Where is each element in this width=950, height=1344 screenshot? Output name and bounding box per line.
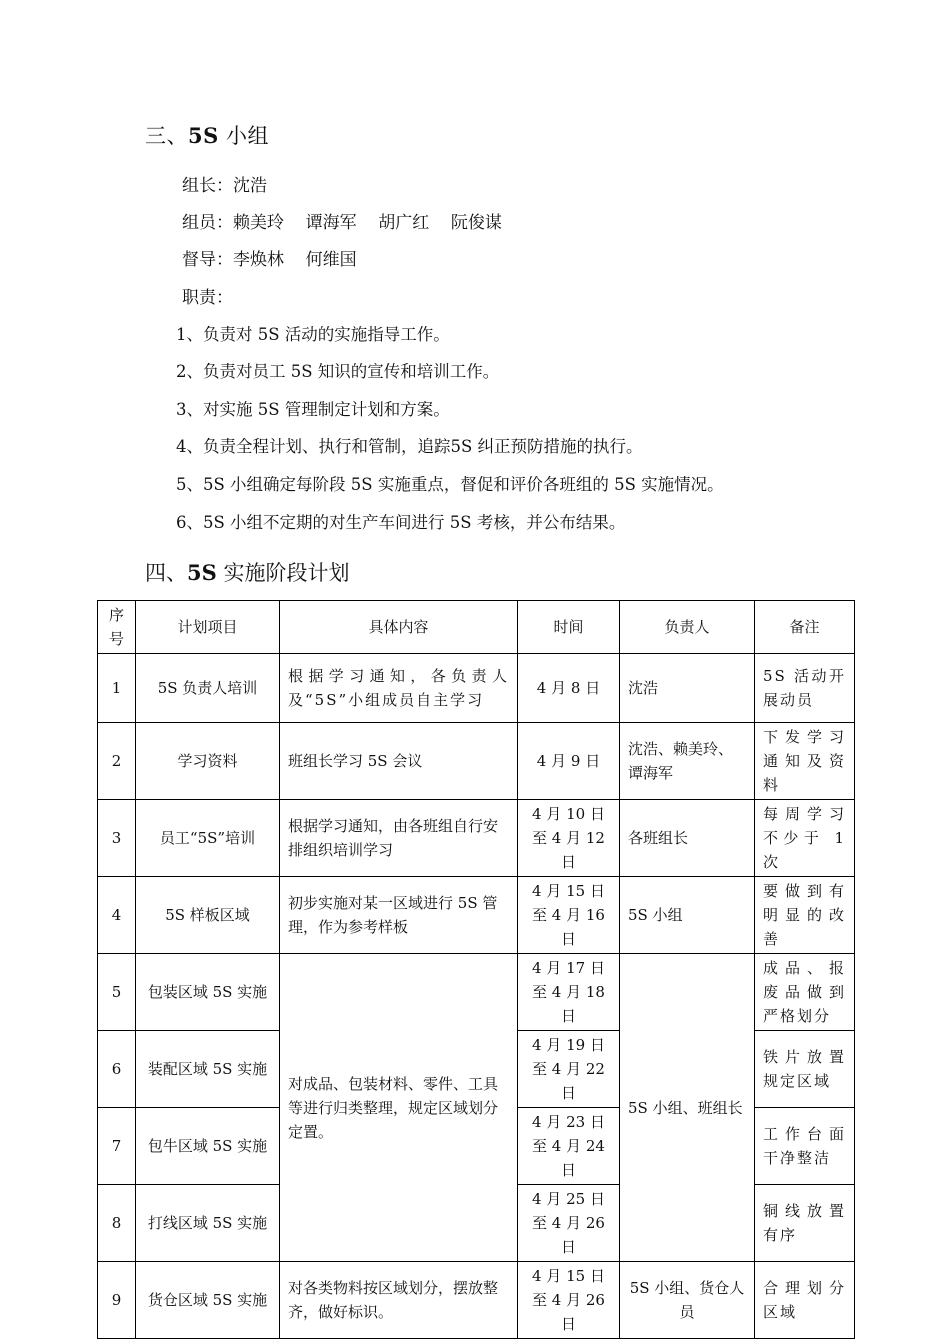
section-4-suffix: 实施阶段计划 (216, 561, 350, 585)
header-owner: 负责人 (620, 601, 755, 654)
cell-time: 4 月 25 日至 4 月 26 日 (518, 1185, 620, 1262)
cell-owner: 5S 小组 (620, 877, 755, 954)
section-3-bold: 5S (188, 123, 219, 148)
cell-no: 1 (98, 654, 136, 723)
table-row (98, 1262, 855, 1339)
cell-no: 9 (98, 1262, 136, 1339)
cell-item: 包装区域 5S 实施 (136, 954, 280, 1031)
section-4-heading (145, 557, 349, 587)
cell-no: 5 (98, 954, 136, 1031)
plan-table (97, 600, 855, 1339)
table-row (98, 800, 855, 877)
cell-no: 4 (98, 877, 136, 954)
cell-no: 3 (98, 800, 136, 877)
cell-item: 包牛区域 5S 实施 (136, 1108, 280, 1185)
cell-time: 4 月 15 日至 4 月 16 日 (518, 877, 620, 954)
duty-item: 1、负责对 5S 活动的实施指导工作。 (176, 325, 450, 344)
cell-time: 4 月 23 日至 4 月 24 日 (518, 1108, 620, 1185)
cell-content: 根据学习通知，各负责人及“5S”小组成员自主学习 (280, 654, 518, 723)
duty-item: 6、5S 小组不定期的对生产车间进行 5S 考核，并公布结果。 (176, 513, 626, 532)
table-row (98, 723, 855, 800)
header-time: 时间 (518, 601, 620, 654)
cell-time: 4 月 10 日至 4 月 12 日 (518, 800, 620, 877)
cell-content-merged: 对成品、包装材料、零件、工具等进行归类整理，规定区域划分定置。 (280, 954, 518, 1262)
cell-no: 7 (98, 1108, 136, 1185)
cell-content: 初步实施对某一区域进行 5S 管理，作为参考样板 (280, 877, 518, 954)
cell-no: 6 (98, 1031, 136, 1108)
section-3-heading (145, 120, 269, 150)
table-row (98, 654, 855, 723)
table-header-row (98, 601, 855, 654)
cell-time: 4 月 9 日 (518, 723, 620, 800)
cell-item: 5S 样板区域 (136, 877, 280, 954)
group-leader: 组长：沈浩 (182, 176, 267, 196)
duty-item: 5、5S 小组确定每阶段 5S 实施重点，督促和评价各班组的 5S 实施情况。 (176, 475, 724, 494)
cell-no: 2 (98, 723, 136, 800)
table-row (98, 877, 855, 954)
cell-note: 要做到有明显的改善 (755, 877, 855, 954)
duty-item: 2、负责对员工 5S 知识的宣传和培训工作。 (176, 362, 500, 381)
cell-time: 4 月 8 日 (518, 654, 620, 723)
group-supervisors: 督导：李焕林 何维国 (182, 250, 357, 270)
cell-note: 合理划分区域 (755, 1262, 855, 1339)
cell-item: 打线区域 5S 实施 (136, 1185, 280, 1262)
cell-note: 5S 活动开展动员 (755, 654, 855, 723)
group-members: 组员：赖美玲 谭海军 胡广红 阮俊谋 (182, 213, 502, 233)
table-row (98, 954, 855, 1031)
cell-owner: 沈浩 (620, 654, 755, 723)
cell-time: 4 月 17 日至 4 月 18 日 (518, 954, 620, 1031)
cell-time: 4 月 15 日至 4 月 26 日 (518, 1262, 620, 1339)
cell-no: 8 (98, 1185, 136, 1262)
cell-time: 4 月 19 日至 4 月 22 日 (518, 1031, 620, 1108)
cell-content: 根据学习通知，由各班组自行安排组织培训学习 (280, 800, 518, 877)
cell-item: 货仓区域 5S 实施 (136, 1262, 280, 1339)
cell-owner: 沈浩、赖美玲、谭海军 (620, 723, 755, 800)
section-3-suffix: 小组 (218, 124, 269, 148)
cell-content: 班组长学习 5S 会议 (280, 723, 518, 800)
cell-item: 5S 负责人培训 (136, 654, 280, 723)
cell-owner-merged: 5S 小组、班组长 (620, 954, 755, 1262)
cell-note: 铁片放置规定区域 (755, 1031, 855, 1108)
cell-item: 学习资料 (136, 723, 280, 800)
cell-note: 每周学习不少于 1 次 (755, 800, 855, 877)
duty-item: 3、对实施 5S 管理制定计划和方案。 (176, 400, 450, 419)
cell-owner: 5S 小组、货仓人员 (620, 1262, 755, 1339)
section-3-prefix: 三、 (145, 124, 188, 148)
section-4-bold: 5S (187, 560, 217, 585)
cell-content: 对各类物料按区域划分，摆放整齐，做好标识。 (280, 1262, 518, 1339)
cell-owner: 各班组长 (620, 800, 755, 877)
cell-note: 成品、报废品做到严格划分 (755, 954, 855, 1031)
cell-item: 员工“5S”培训 (136, 800, 280, 877)
header-content: 具体内容 (280, 601, 518, 654)
cell-item: 装配区域 5S 实施 (136, 1031, 280, 1108)
header-note: 备注 (755, 601, 855, 654)
header-item: 计划项目 (136, 601, 280, 654)
duty-item: 4、负责全程计划、执行和管制，追踪5S 纠正预防措施的执行。 (176, 437, 643, 456)
header-no: 序号 (98, 601, 136, 654)
cell-note: 铜线放置有序 (755, 1185, 855, 1262)
duties-label: 职责： (182, 288, 233, 308)
cell-note: 下发学习通知及资料 (755, 723, 855, 800)
section-4-prefix: 四、 (145, 561, 187, 585)
cell-note: 工作台面干净整洁 (755, 1108, 855, 1185)
